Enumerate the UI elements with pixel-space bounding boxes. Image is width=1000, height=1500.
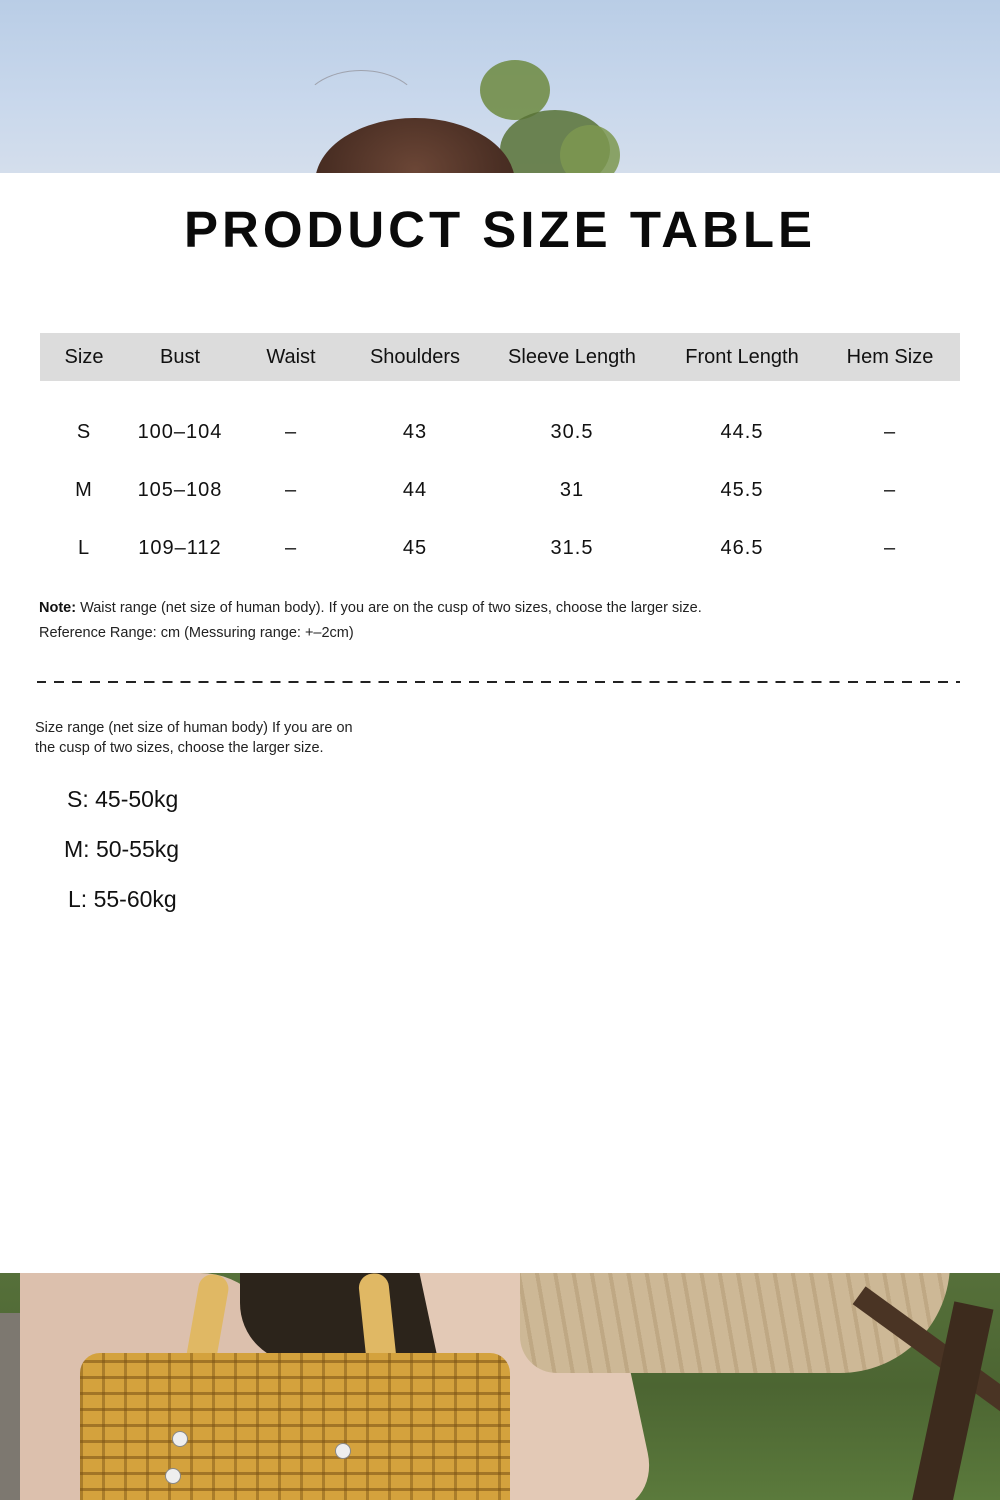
cell-size: M [75, 479, 93, 501]
cell-front-length: 46.5 [720, 537, 764, 559]
cell-waist: – [284, 421, 298, 443]
header-front-length: Front Length [685, 346, 799, 368]
cell-sleeve-length: 30.5 [550, 421, 594, 443]
header-shoulders: Shoulders [369, 346, 461, 368]
cell-bust: 100–104 [137, 421, 223, 443]
weight-item-s: S: 45-50kg [67, 786, 179, 812]
rivet-icon [165, 1468, 181, 1484]
cell-waist: – [284, 537, 298, 559]
cell-sleeve-length: 31.5 [550, 537, 594, 559]
cell-bust: 109–112 [138, 537, 222, 559]
cell-front-length: 45.5 [720, 479, 764, 501]
cell-bust: 105–108 [137, 479, 223, 501]
header-waist: Waist [266, 346, 316, 368]
weight-item-m: M: 50-55kg [64, 836, 180, 862]
note-line [39, 596, 702, 621]
header-hem-size: Hem Size [846, 346, 934, 368]
cell-size: L [77, 537, 91, 559]
size-range-note: Size range (net size of human body) If you are on the cusp of two sizes, choose the larger size. [35, 720, 353, 756]
woven-basket-bag [80, 1353, 510, 1500]
cell-front-length: 44.5 [720, 421, 764, 443]
cell-hem-size: – [883, 479, 897, 501]
rivet-icon [172, 1431, 188, 1447]
size-table-header [40, 333, 960, 381]
cell-hem-size: – [883, 537, 897, 559]
tree-foliage [560, 125, 620, 173]
rivet-icon [335, 1443, 351, 1459]
cell-shoulders: 43 [402, 421, 428, 443]
note-text: Waist range (net size of human body). If you are on the cusp of two sizes, choose the larger size. [80, 600, 702, 616]
header-sleeve-length: Sleeve Length [508, 346, 636, 368]
top-photo [0, 0, 1000, 173]
header-bust: Bust [159, 346, 201, 368]
note-label: Note: [39, 600, 77, 616]
table-row [40, 412, 960, 452]
table-note [39, 596, 702, 646]
cell-waist: – [284, 479, 298, 501]
reference-range: Reference Range: cm (Messuring range: +–2cm) [39, 625, 354, 641]
header-size: Size [64, 346, 104, 368]
cell-hem-size: – [883, 421, 897, 443]
dashed-divider [37, 681, 960, 683]
weight-item-l: L: 55-60kg [68, 886, 177, 912]
cell-shoulders: 45 [402, 537, 428, 559]
cell-size: S [76, 421, 92, 443]
table-row [40, 470, 960, 510]
cell-sleeve-length: 31 [559, 479, 585, 501]
page-title: PRODUCT SIZE TABLE [183, 201, 817, 258]
cell-shoulders: 44 [402, 479, 428, 501]
table-row [40, 528, 960, 568]
bottom-photo [0, 1273, 1000, 1500]
